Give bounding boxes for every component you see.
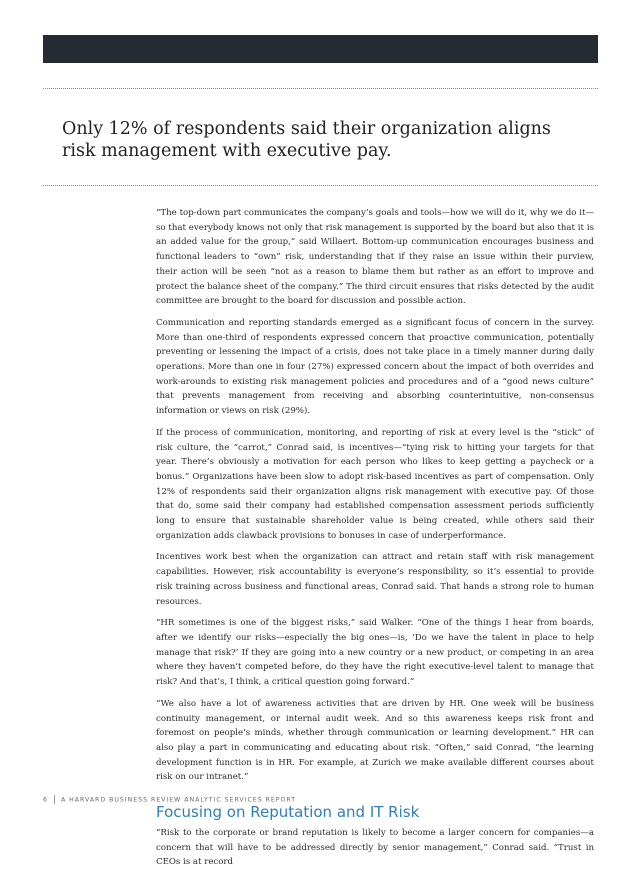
paragraph: If the process of communication, monitoring, and reporting of risk at every level is the “stick” of risk culture, the “carrot,” Conrad said, is incentives—“tying risk to hitting your targets for that year. There’s obviously a motivation for each person who likes to keep getting a paycheck or a bonus.” Organizations have been slow to adopt risk-based incentives as part of compensation. Only 12% of respondents said their organization aligns risk management with executive pay. Of those that do, some said their company had established compensation assessment periods sufficiently long to ensure that sustainable shareholder value is being created, while others said their organization adds clawback provisions to bonuses in case of underperformance.: [156, 427, 594, 541]
section-heading: Focusing on Reputation and IT Risk: [156, 803, 420, 822]
header-bar: [43, 35, 598, 63]
divider-bottom: [43, 185, 598, 186]
paragraph: Communication and reporting standards emerged as a significant focus of concern in the survey. More than one-third of respondents expressed concern that proactive communication, potentially preventing or lessening the impact of a crisis, does not take place in a timely manner during daily operations. More than one in four (27%) expressed concern about the impact of both overrides and work-arounds to existing risk management policies and procedures and of a “good news culture” that prevents management from receiving and absorbing counterintuitive, non-consensus information or views on risk (29%).: [156, 317, 594, 417]
pull-quote: Only 12% of respondents said their organization aligns risk management with executive pay.: [62, 119, 551, 161]
publication-name: A HARVARD BUSINESS REVIEW ANALYTIC SERVICES REPORT: [60, 796, 297, 804]
paragraph: “We also have a lot of awareness activities that are driven by HR. One week will be business continuity management, or internal audit week. And so this awareness keeps risk front and foremost on people’s minds, whether through communication or learning development.” HR can also play a part in communicating and educating about risk. “Often,” said Conrad, “the learning development function is in HR. For example, at Zurich we make available different courses about risk on our intranet.”: [156, 698, 594, 783]
page-number: 6: [43, 796, 48, 804]
body-text-column: [156, 206, 594, 877]
paragraph: Incentives work best when the organization can attract and retain staff with risk management capabilities. However, risk accountability is everyone’s responsibility, so it’s essential to provide risk training across business and functional areas, Conrad said. That hands a strong role to human resources.: [156, 552, 594, 607]
footer-separator: [54, 795, 55, 804]
paragraph: “Risk to the corporate or brand reputation is likely to become a larger concern for companies—a concern that will have to be addressed directly by senior management,” Conrad said. “Trust in CEOs is at record: [156, 828, 594, 868]
divider-top: [43, 88, 598, 89]
paragraph: “HR sometimes is one of the biggest risks,” said Walker. “One of the things I hear from boards, after we identify our risks—especially the big ones—is, ‘Do we have the talent in place to help manage that risk?’ If they are going into a new country or a new product, or competing in an area where they haven’t competed before, do they have the right executive-level talent to manage that risk? And that’s, I think, a critical question going forward.”: [156, 618, 594, 688]
page-footer: [43, 795, 296, 804]
paragraph: “The top-down part communicates the company’s goals and tools—how we will do it, why we do it—so that everybody knows not only that risk management is supported by the board but also that it is an added value for the group,” said Willaert. Bottom-up communication encourages business and functional leaders to “own” risk, understanding that if they raise an issue within their purview, their action will be seen “not as a reason to blame them but rather as an effort to improve and protect the balance sheet of the company.” The third circuit ensures that risks detected by the audit committee are brought to the board for discussion and possible action.: [156, 208, 594, 307]
